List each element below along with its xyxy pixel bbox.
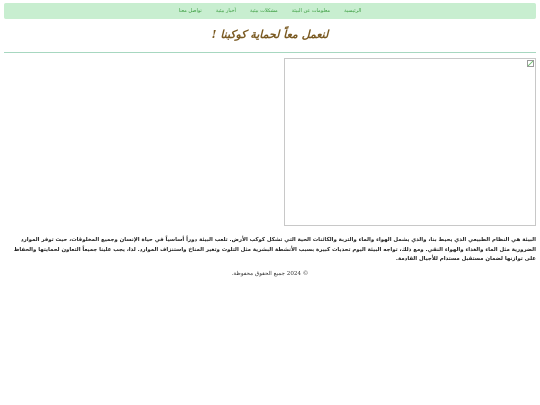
nav-link-home[interactable]: الرئيسية xyxy=(344,8,362,14)
nav-link-environmental-news[interactable]: أخبار بيئية xyxy=(215,8,236,14)
environment-description-paragraph: البيئة هي النظام الطبيعي الذي يحيط بنا، والذي يشمل الهواء والماء والتربة والكائنات الحية التي تشكل كوكب الأرض. تلعب البيئة دوراً أساسياً في حياة الإنسان وجميع المخلوقات، حيث توفر الموارد الضرورية مثل الماء والغذاء والهواء النقي. ومع ذلك، تواجه البيئة اليوم تحديات كبيرة بسبب الأنشطة البشرية مثل التلوث وتغير المناخ واستنزاف الموارد. لذا، يجب علينا جميعاً التعاون لحمايتها والحفاظ على توازنها لضمان مستقبل مستدام للأجيال القادمة. xyxy=(13,237,536,262)
footer-copyright: © 2024 جميع الحقوق محفوظة. xyxy=(231,271,309,277)
broken-image-icon xyxy=(527,60,534,67)
nav-link-about-environment[interactable]: معلومات عن البيئة xyxy=(291,8,331,14)
nav-link-environmental-problems[interactable]: مشكلات بيئية xyxy=(249,8,278,14)
hero-headline: لنعمل معاً لحماية كوكبنا ! xyxy=(211,28,329,41)
top-navigation-bar xyxy=(4,3,536,19)
section-divider xyxy=(4,52,536,53)
hero-image xyxy=(284,58,536,226)
nav-link-contact[interactable]: تواصل معنا xyxy=(178,8,202,14)
